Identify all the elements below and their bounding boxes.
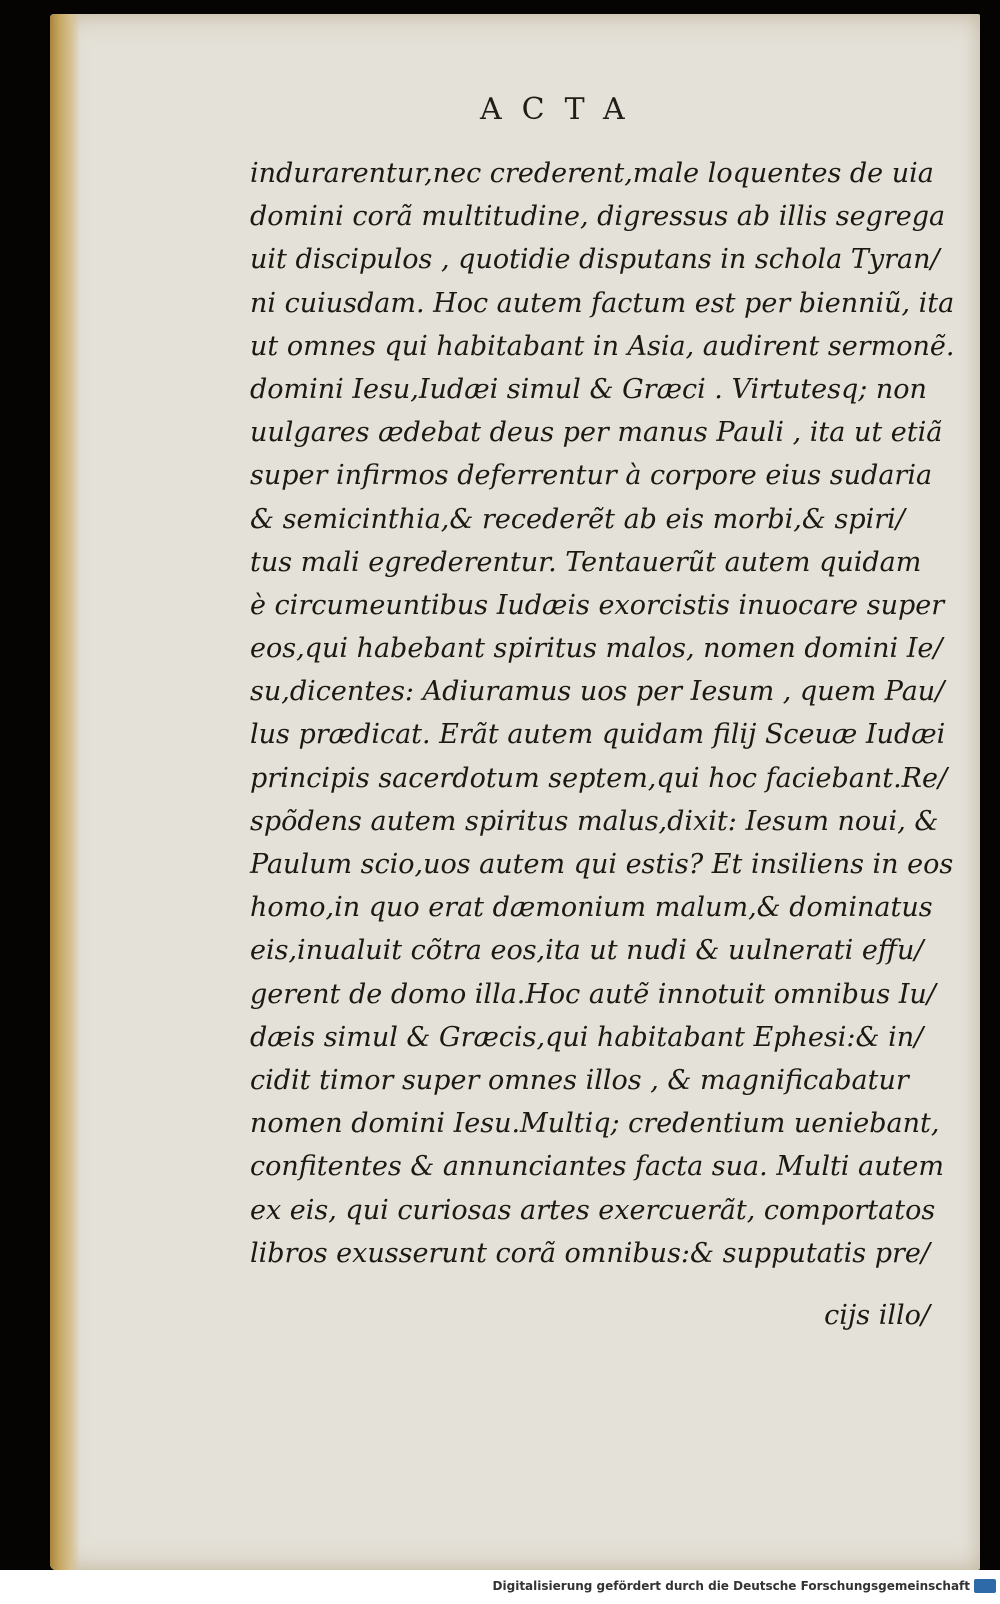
text-line: domini Iesu,Iudæi simul & Græci . Virtutesq; non	[250, 373, 927, 405]
text-line: nomen domini Iesu.Multiq; credentium ueniebant,	[250, 1108, 940, 1140]
dfg-logo	[974, 1579, 996, 1593]
text-line: super infirmos deferrentur à corpore eius sudaria	[250, 460, 933, 492]
page-gutter	[50, 14, 80, 1570]
text-line: uulgares ædebat deus per manus Pauli , ita ut etiã	[250, 417, 943, 449]
text-line: libros exusserunt corã omnibus:& supputatis pre/	[250, 1237, 930, 1269]
text-line: eos,qui habebant spiritus malos, nomen domini Ie/	[250, 633, 943, 665]
text-line: lus prædicat. Erãt autem quidam filij Sceuæ Iudæi	[250, 719, 946, 751]
text-line: & semicinthia,& recederẽt ab eis morbi,& spiri/	[250, 503, 905, 535]
text-line: su,dicentes: Adiuramus uos per Iesum , quem Pau/	[250, 676, 945, 708]
text-line: spõdens autem spiritus malus,dixit: Iesum noui, &	[250, 805, 939, 837]
text-line: principis sacerdotum septem,qui hoc faciebant.Re/	[250, 762, 948, 794]
text-line: domini corã multitudine, digressus ab illis segrega	[250, 201, 946, 233]
text-line: confitentes & annunciantes facta sua. Multi autem	[250, 1151, 944, 1183]
running-head: ACTA	[480, 92, 645, 127]
text-line: Paulum scio,uos autem qui estis? Et insiliens in eos	[250, 849, 954, 880]
text-line: è circumeuntibus Iudæis exorcistis inuocare super	[250, 589, 945, 621]
text-line: gerent de domo illa.Hoc autẽ innotuit omnibus Iu/	[250, 978, 936, 1010]
text-line: homo,in quo erat dæmonium malum,& dominatus	[250, 892, 933, 924]
text-line: uit discipulos , quotidie disputans in schola Tyran/	[250, 244, 940, 276]
text-line: tus mali egrederentur. Tentauerũt autem quidam	[250, 546, 922, 578]
text-line: cidit timor super omnes illos , & magnificabatur	[250, 1064, 909, 1096]
funding-credit: Digitalisierung gefördert durch die Deutsche Forschungsgemeinschaft	[492, 1579, 970, 1593]
text-line: eis,inualuit cõtra eos,ita ut nudi & uulnerati effu/	[250, 935, 924, 967]
digitization-footer	[0, 1570, 1000, 1604]
text-line: dæis simul & Græcis,qui habitabant Ephesi:& in/	[250, 1021, 924, 1053]
text-line: indurarentur,nec crederent,male loquentes de uia	[250, 158, 934, 189]
text-block	[250, 152, 955, 1275]
text-line: ex eis, qui curiosas artes exercuerãt, comportatos	[250, 1194, 936, 1226]
catchword: cijs illo/	[824, 1300, 930, 1331]
text-line: ni cuiusdam. Hoc autem factum est per bienniũ, ita	[250, 287, 955, 319]
text-line: ut omnes qui habitabant in Asia, audirent sermonẽ.	[250, 330, 955, 362]
